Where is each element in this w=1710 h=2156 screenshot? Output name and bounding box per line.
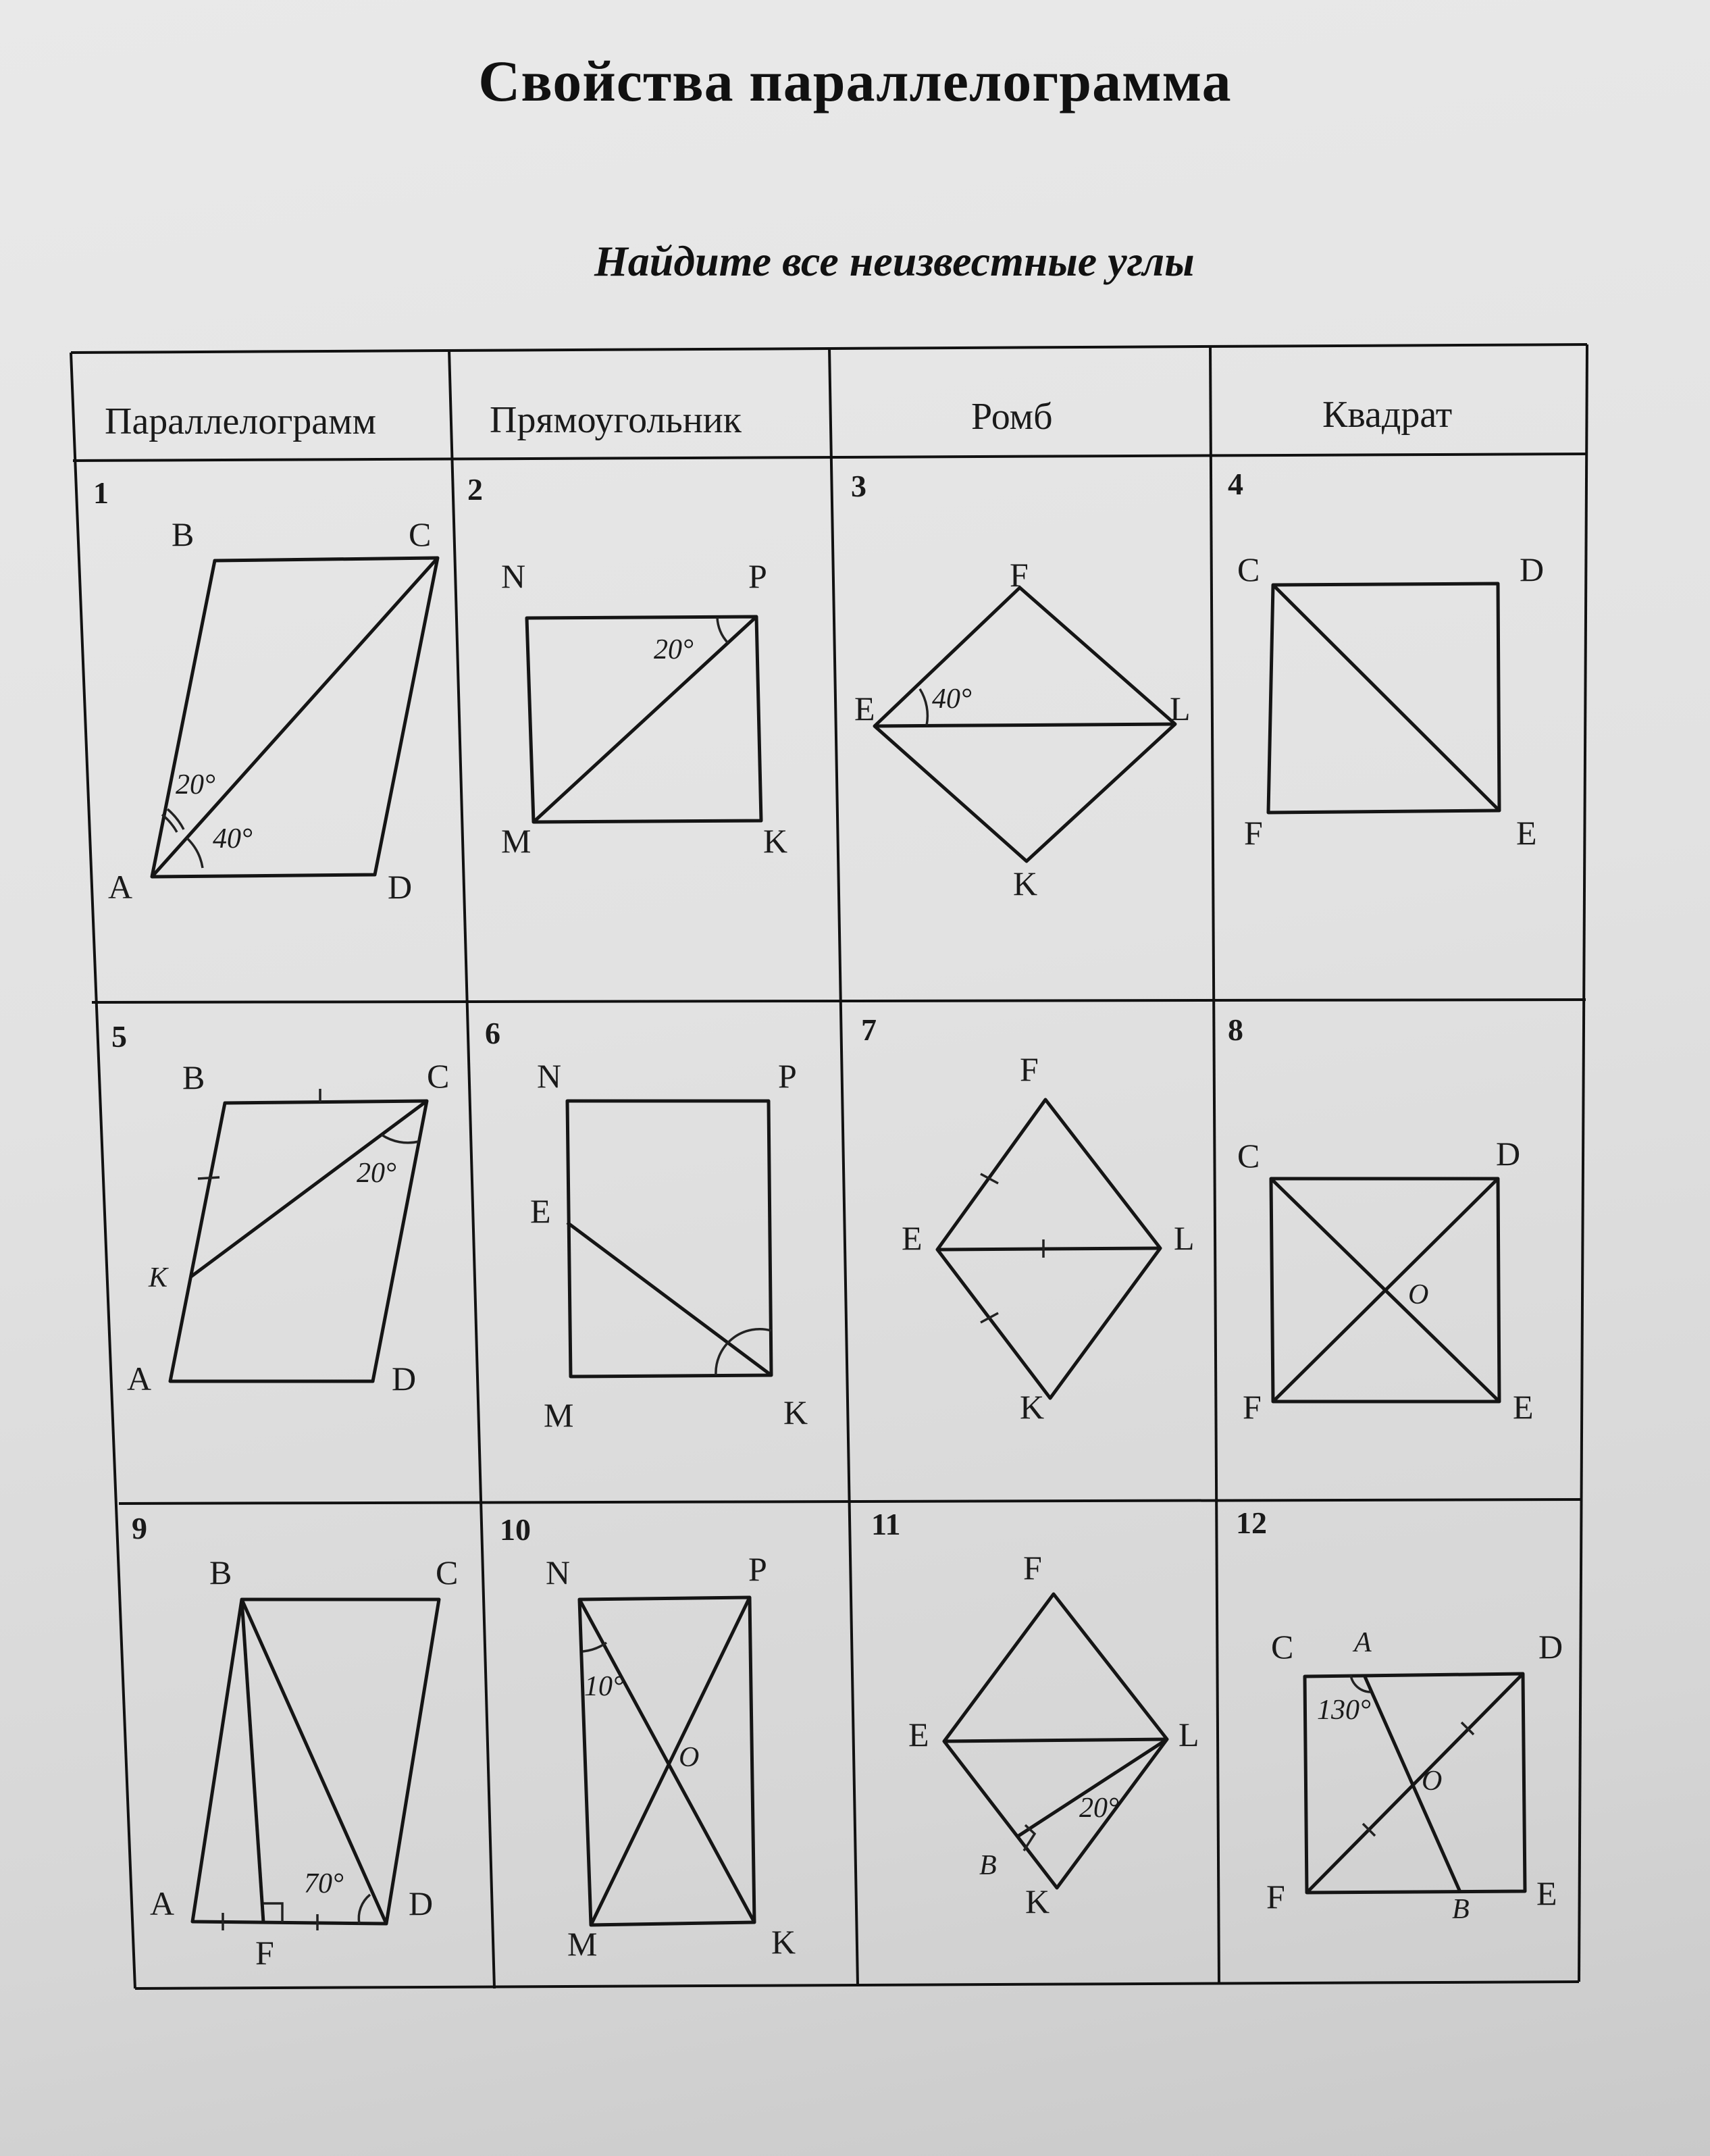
figure-label: M [501,822,532,860]
figure-label: 7 [861,1012,877,1047]
angle-arc-20 [382,1135,419,1143]
angle-label-20: 20° [176,769,215,800]
figure-label: A [108,868,133,906]
figure-label: 5 [111,1019,127,1054]
angle-arc-40 [187,838,203,868]
figure-label: E [1513,1388,1534,1426]
figure-label: D [1520,550,1545,588]
figure-label: E [530,1192,551,1230]
figure-label: 2 [467,472,483,507]
col1-line [449,350,494,1988]
angle-label-10: 10° [584,1671,624,1702]
figure-label: 3 [851,469,866,503]
figure-1-parallelogram [93,476,438,906]
segment-ek [567,1223,771,1375]
diagonal-el [937,1248,1160,1250]
figure-label: B [209,1554,232,1591]
figure-label: K [763,822,788,860]
figure-label: F [1243,1388,1262,1426]
rectangle-npkm [567,1101,771,1377]
page-subtitle: Найдите все неизвестные углы [594,237,1195,285]
angle-label-20: 20° [357,1158,396,1189]
parallelogram-abcd [170,1101,427,1381]
figure-label: C [436,1554,459,1591]
figure-label: K [783,1393,808,1431]
tick-bk [198,1177,219,1179]
figure-label: L [1178,1716,1199,1753]
diagonal-mp [534,617,756,822]
figure-label: A [1354,1627,1372,1658]
figure-label: E [1516,814,1537,852]
angle-arc-70 [359,1895,370,1924]
col2-line [829,347,858,1986]
diagonal-nk [579,1599,754,1922]
angle-arc-20 [717,617,728,643]
header-rectangle: Прямоугольник [490,399,742,441]
figure-label: O [1422,1766,1443,1797]
figure-label: D [409,1884,434,1922]
figure-6-rectangle [485,1016,808,1434]
figure-4-square [1228,467,1544,852]
figure-label: 11 [871,1507,901,1541]
col3-line [1210,346,1219,1984]
figure-5-parallelogram [111,1019,449,1397]
angle-label-40: 40° [932,684,972,715]
figure-label: C [1237,550,1260,588]
figure-8-square [1228,1012,1534,1426]
cell-number: 1 [93,476,109,510]
table-grid [71,344,1587,1988]
row1-bottom-line [92,1000,1586,1002]
figure-7-rhombus [861,1012,1195,1426]
segment-ab [1364,1675,1460,1892]
figure-label: C [1237,1137,1260,1175]
angle-label-20: 20° [654,634,694,665]
figure-label: F [255,1934,274,1972]
angle-arc-20 [167,809,184,829]
figure-12-square [1236,1506,1563,1925]
figure-label: B [172,515,195,553]
figure-label: N [501,557,526,595]
figure-label: M [544,1396,574,1434]
figure-label: F [1023,1549,1042,1587]
figure-label: C [427,1057,450,1095]
figure-2-rectangle [467,472,787,860]
angle-label-20: 20° [1079,1793,1119,1824]
diagonal-el [875,724,1175,726]
figure-label: E [902,1219,923,1257]
figure-label: F [1020,1050,1039,1088]
figure-label: D [1496,1135,1521,1173]
angle-label-70: 70° [304,1868,344,1899]
figure-label: K [1025,1882,1050,1920]
figure-label: E [854,690,875,727]
figure-label: 9 [132,1511,147,1545]
header-parallelogram: Параллелограмм [105,401,377,442]
table-left-line [71,353,135,1988]
figure-label: P [748,1550,767,1588]
diagonal-el [944,1739,1167,1741]
figure-label: F [1010,556,1029,594]
figure-label: K [1013,865,1038,902]
segment-kc [191,1101,427,1277]
figure-label: K [1020,1388,1045,1426]
figure-10-rectangle [500,1512,796,1963]
figure-label: P [778,1057,797,1095]
figure-3-rhombus [851,469,1191,902]
figure-label: 6 [485,1016,500,1050]
figure-11-rhombus [871,1507,1199,1920]
figure-label: M [567,1925,598,1963]
figure-label: 12 [1236,1506,1267,1540]
tick-ek [981,1313,998,1323]
angle-arc-10 [583,1643,606,1651]
diagonal-pm [591,1597,750,1925]
segment-bf-height [242,1599,263,1922]
figure-label: B [979,1850,997,1881]
figure-label: E [1536,1874,1557,1912]
figure-label: F [1244,814,1263,852]
angle-label-130: 130° [1317,1695,1371,1726]
figure-label: D [388,868,413,906]
figure-label: K [149,1262,168,1293]
figure-label: D [1538,1628,1563,1666]
figure-label: D [392,1360,417,1397]
angle-label-40: 40° [213,823,253,854]
right-angle-b [1024,1825,1035,1851]
figure-label: L [1170,690,1191,727]
figure-label: K [771,1923,796,1961]
figure-label: 10 [500,1512,531,1547]
figure-label: 8 [1228,1012,1243,1047]
header-square: Квадрат [1322,394,1453,436]
figure-label: N [537,1057,562,1095]
figure-9-parallelogram [132,1511,458,1972]
figure-label: B [1452,1894,1470,1925]
angle-arc-40 [920,689,927,725]
diagonal-ac [152,558,438,877]
figure-label: E [908,1716,929,1753]
figure-label: O [679,1742,700,1773]
header-rhombus: Ромб [971,396,1053,438]
page-title: Свойства параллелограмма [478,49,1232,113]
figure-label: L [1174,1219,1195,1257]
table-right-line [1579,344,1587,1982]
figure-label: A [127,1360,152,1397]
figure-label: A [150,1884,175,1922]
diagonal-ce [1273,585,1499,811]
figure-label: B [182,1058,205,1096]
figure-label: O [1408,1279,1429,1310]
figure-label: 4 [1228,467,1243,501]
figure-label: F [1266,1878,1285,1916]
figure-label: N [546,1554,571,1591]
figure-label: C [1271,1628,1294,1666]
figure-label: P [748,557,767,595]
figure-label: C [409,515,432,553]
right-angle-f [263,1903,282,1922]
